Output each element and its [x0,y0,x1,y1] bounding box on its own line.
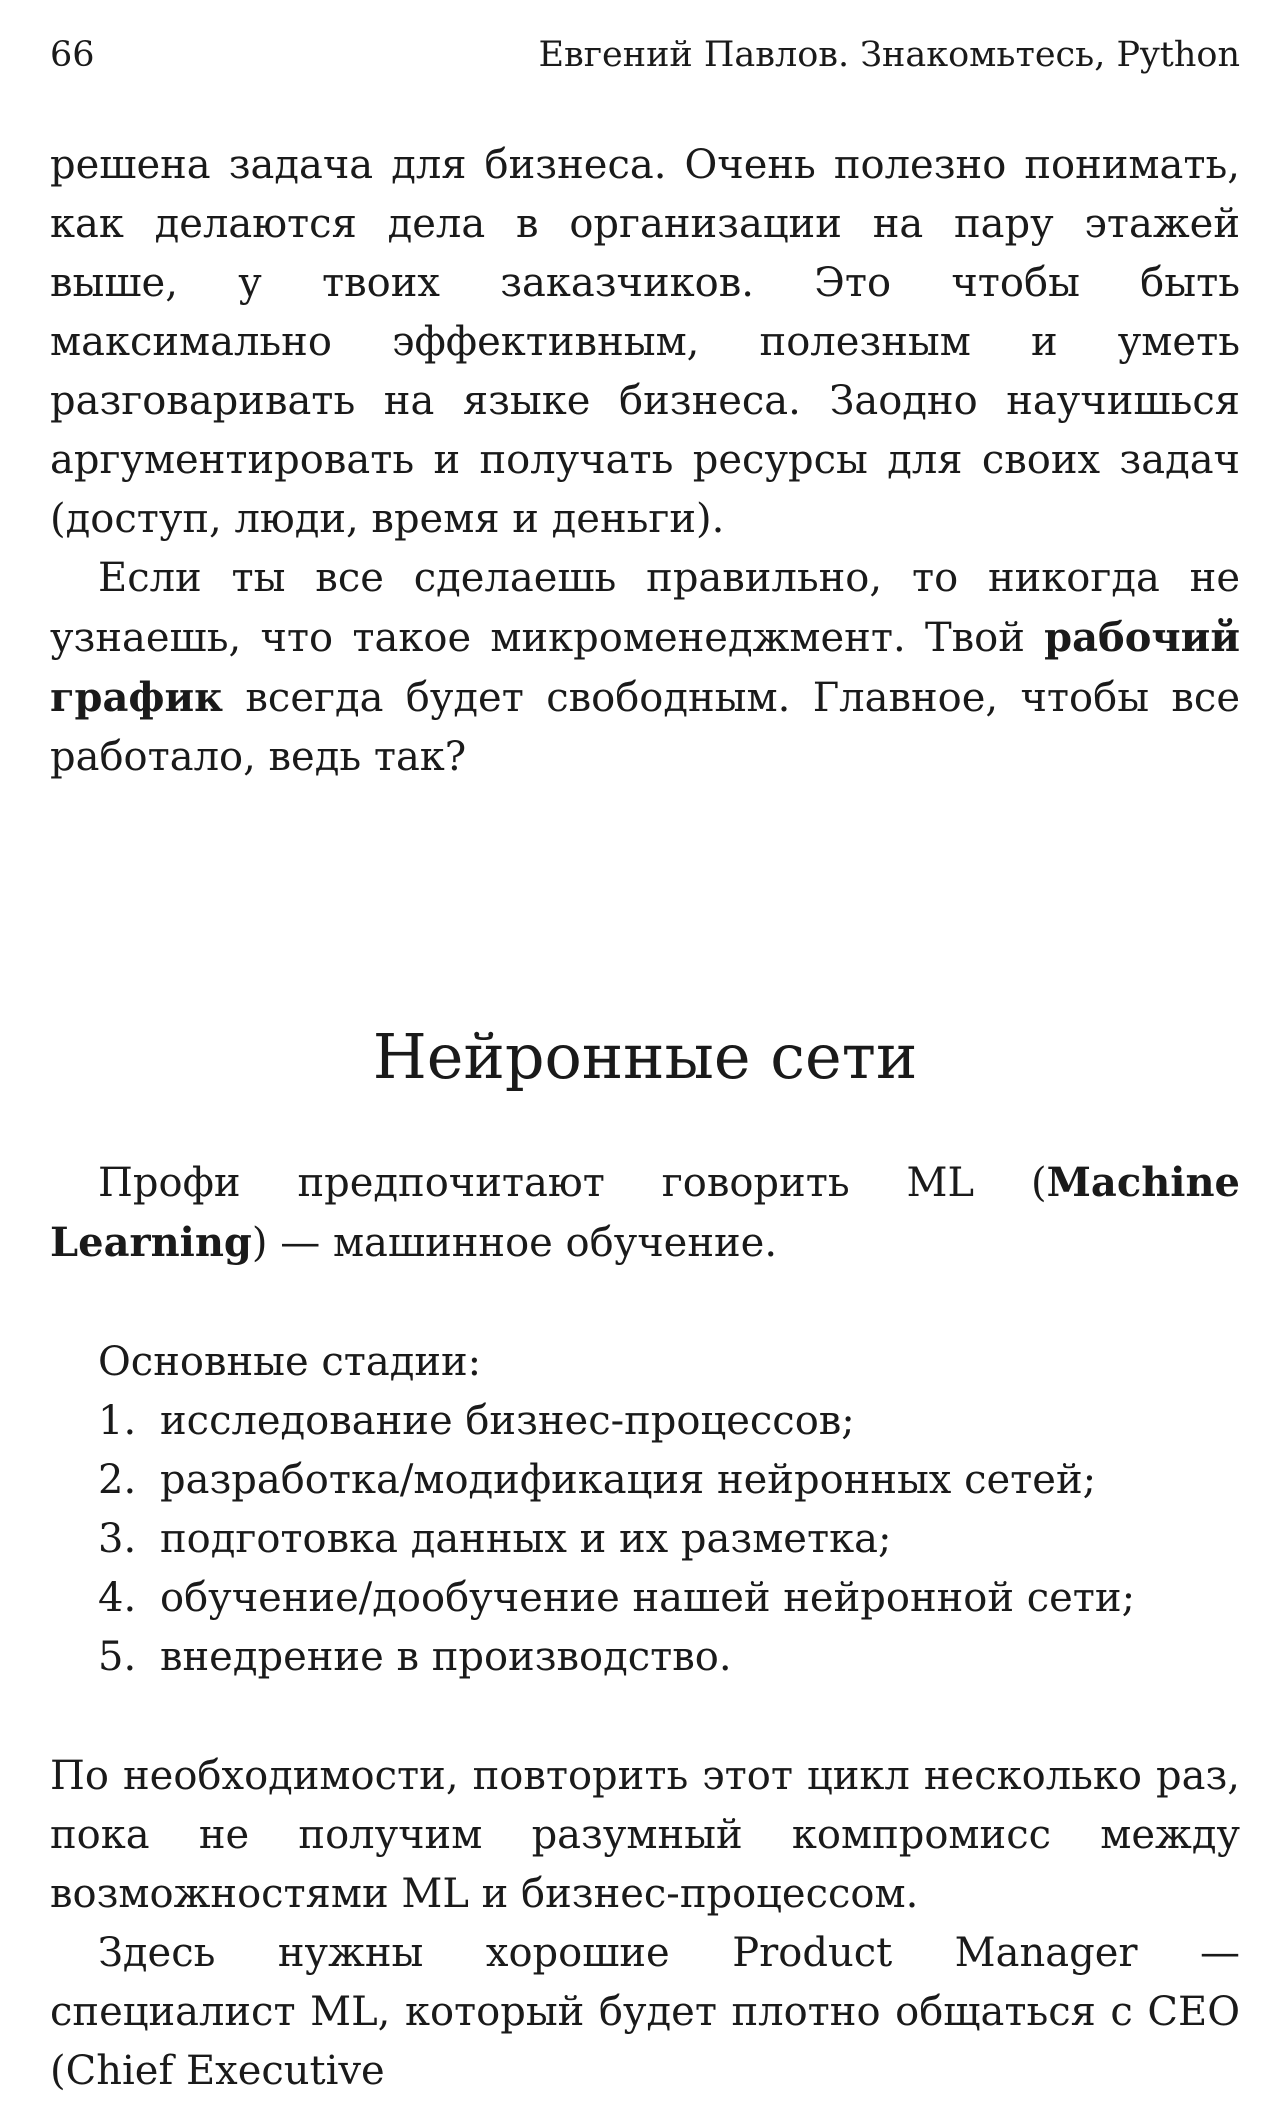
bold-term-work-schedule: рабочий график [50,614,1240,721]
page-number: 66 [50,35,95,75]
page-body [50,136,1240,2101]
list-item [50,1451,1240,1510]
list-item [50,1569,1240,1628]
list-text: исследование бизнес-процессов; [160,1398,855,1444]
stages-title: Основные стадии: [98,1339,482,1385]
bold-term-machine-learning: Machine Learning [50,1159,1240,1266]
section-heading: Нейронные сети [372,1020,918,1093]
list-text: разработка/модификация нейронных сетей; [160,1457,1097,1503]
list-item [50,1628,1240,1687]
running-head [50,30,1240,80]
paragraph-product-manager: Здесь нужны хорошие Product Manager — специалист ML, который будет плотно общаться с CEO (Chief Executive [50,1930,1240,2094]
paragraph-text: Профи предпочитают говорить ML ( [98,1160,1047,1206]
list-number: 3. [98,1516,137,1562]
paragraph-cycle: По необходимости, повторить этот цикл несколько раз, пока не получим разумный компромисс между возможностями ML и бизнес-процессом. [50,1753,1240,1917]
list-number: 2. [98,1457,137,1503]
paragraph-micromanagement [50,549,1240,787]
paragraph-business: решена задача для бизнеса. Очень полезно понимать, как делаются дела в организации на пару этажей выше, у твоих заказчиков. Это чтобы быть максимально эффективным, полезным и уметь разговаривать на языке бизнеса. Заодно научишься аргументировать и получать ресурсы для своих задач (доступ, люди, время и деньги). [50,142,1240,542]
list-item [50,1392,1240,1451]
paragraph-ml-intro [50,1153,1240,1273]
list-number: 5. [98,1634,137,1680]
list-number: 4. [98,1575,137,1621]
stages-list [50,1392,1240,1687]
running-title: Евгений Павлов. Знакомьтесь, Python [538,35,1240,75]
list-item [50,1510,1240,1569]
list-number: 1. [98,1398,137,1444]
paragraph-text: всегда будет свободным. Главное, чтобы все работало, ведь так? [50,675,1240,780]
paragraph-text: Если ты все сделаешь правильно, то никогда не узнаешь, что такое микроменеджмент. Твой [50,555,1240,661]
paragraph-text: ) — машинное обучение. [251,1220,778,1266]
list-text: подготовка данных и их разметка; [160,1516,892,1562]
list-text: обучение/дообучение нашей нейронной сети; [160,1575,1136,1621]
list-text: внедрение в производство. [160,1634,732,1680]
